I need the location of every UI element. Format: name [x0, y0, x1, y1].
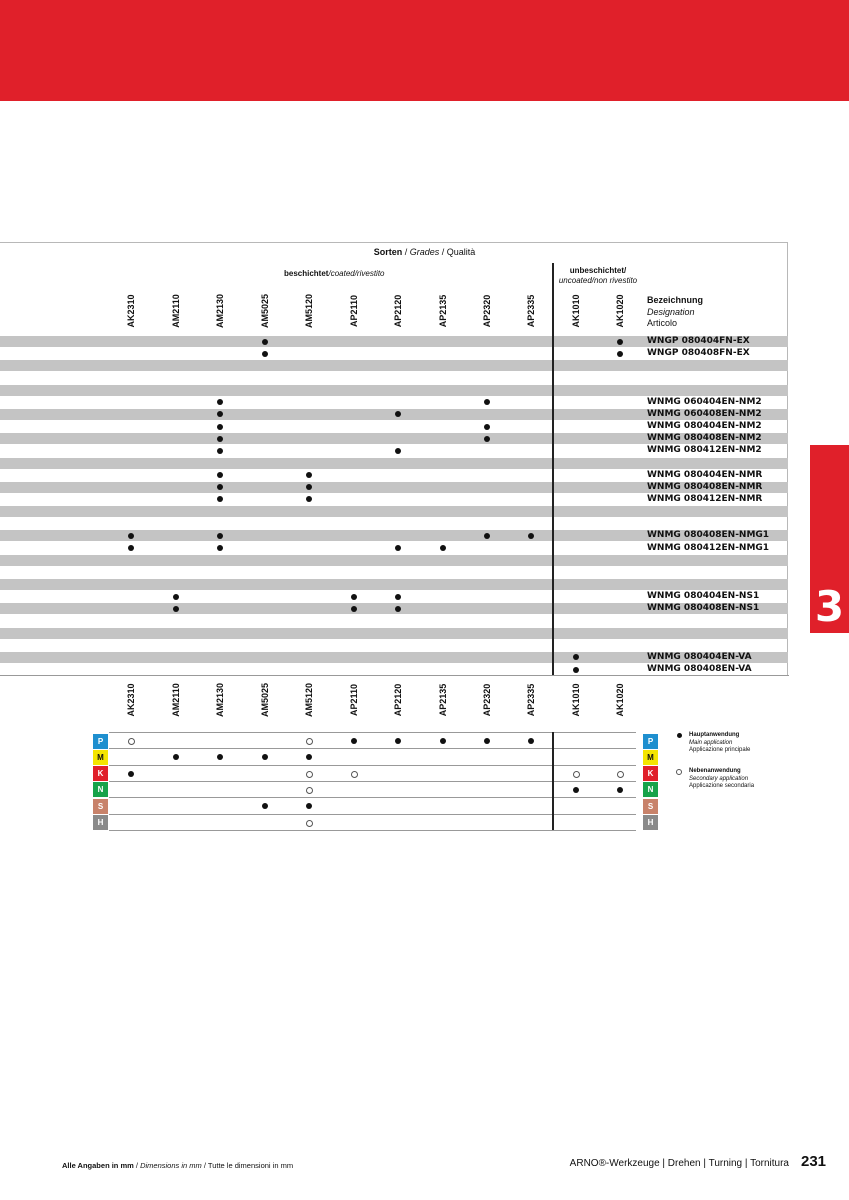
grade-header: AP2335 [526, 683, 536, 717]
uncoated-de: unbeschichtet/ [569, 266, 627, 275]
main-application-dot [217, 484, 223, 490]
main-application-dot [351, 606, 357, 612]
table-row [0, 664, 788, 675]
secondary-application-dot [617, 771, 624, 778]
table-row [0, 348, 788, 359]
main-application-dot [306, 496, 312, 502]
main-application-dot [128, 533, 134, 539]
iso-letter-left: K [93, 766, 108, 781]
iso-letter-right: K [643, 766, 658, 781]
main-application-dot [262, 803, 268, 809]
main-application-dot [217, 496, 223, 502]
table-row [0, 397, 788, 408]
coated-de: beschichtet [284, 269, 329, 278]
iso-letter-left: M [93, 750, 108, 765]
main-application-dot [306, 803, 312, 809]
main-application-dot [128, 771, 134, 777]
designation-en: Designation [647, 306, 695, 317]
iso-letter-right: S [643, 799, 658, 814]
article-designation: WNMG 080408EN-NM2 [647, 433, 762, 444]
table-row [0, 336, 788, 347]
main-application-dot [351, 594, 357, 600]
uncoated-heading [556, 266, 640, 286]
table-row [0, 506, 788, 517]
footer-en: Dimensions in mm [140, 1161, 202, 1170]
table-row [0, 470, 788, 481]
article-designation: WNMG 060408EN-NM2 [647, 408, 762, 419]
main-application-dot [217, 411, 223, 417]
article-designation: WNMG 080408EN-NMR [647, 481, 763, 492]
main-application-dot [217, 399, 223, 405]
iso-letter-right: H [643, 815, 658, 830]
footer-sep: / [133, 1161, 141, 1170]
main-application-dot [173, 594, 179, 600]
main-application-dot [617, 351, 623, 357]
secondary-application-dot [306, 738, 313, 745]
iso-row-rule [109, 732, 636, 733]
main-application-dot [395, 606, 401, 612]
main-application-dot [217, 448, 223, 454]
grade-header: AK1010 [571, 294, 581, 328]
table-row [0, 567, 788, 578]
main-application-dot [217, 424, 223, 430]
table-row [0, 591, 788, 602]
uncoated-rest: uncoated/non rivestito [558, 276, 638, 285]
table-row [0, 518, 788, 529]
grade-header: AP2120 [393, 294, 403, 328]
main-application-dot [528, 738, 534, 744]
iso-row-rule [109, 797, 636, 798]
iso-row-rule [109, 830, 636, 831]
legend-sec-it: Applicazione secondaria [689, 783, 755, 789]
table-row [0, 579, 788, 590]
grade-header: AP2110 [349, 294, 359, 328]
main-application-dot [395, 594, 401, 600]
grade-header: AP2335 [526, 294, 536, 328]
article-designation: WNMG 080412EN-NM2 [647, 445, 762, 456]
main-application-dot [573, 667, 579, 673]
grade-header: AM2130 [215, 293, 225, 329]
table-row [0, 652, 788, 663]
legend-main-de: Hauptanwendung [689, 732, 740, 738]
article-designation: WNMG 080412EN-NMG1 [647, 542, 770, 553]
main-application-dot [395, 545, 401, 551]
table-row [0, 482, 788, 493]
table-row [0, 640, 788, 651]
main-application-dot [484, 533, 490, 539]
grade-header: AM2110 [171, 294, 181, 328]
legend-main-en: Main application [689, 739, 733, 746]
table-row [0, 494, 788, 505]
coated-uncoated-divider [552, 263, 554, 675]
article-designation: WNGP 080404FN-EX [647, 336, 750, 346]
iso-row-rule [109, 765, 636, 766]
title-sep: / [402, 247, 410, 257]
coated-heading [284, 269, 385, 278]
article-designation: WNMG 080412EN-NMR [647, 493, 763, 504]
grade-header: AM2110 [171, 683, 181, 717]
secondary-application-dot [306, 771, 313, 778]
main-application-dot [617, 787, 623, 793]
article-designation: WNMG 080404EN-NM2 [647, 421, 762, 432]
main-application-dot [617, 339, 623, 345]
article-designation: WNMG 080408EN-NMG1 [647, 530, 770, 541]
table-row [0, 433, 788, 444]
iso-letter-left: H [93, 815, 108, 830]
iso-letter-right: P [643, 734, 658, 749]
grade-header: AK2310 [126, 683, 136, 717]
main-application-dot [262, 351, 268, 357]
main-application-dot [573, 787, 579, 793]
table-row [0, 372, 788, 383]
table-title [0, 247, 849, 257]
footer-units-note [62, 1161, 293, 1170]
iso-letter-right: N [643, 782, 658, 797]
grade-header: AK1010 [571, 683, 581, 717]
table-row [0, 421, 788, 432]
main-application-dot [217, 533, 223, 539]
iso-letter-left: S [93, 799, 108, 814]
header-bar [0, 0, 849, 101]
iso-row-rule [109, 748, 636, 749]
legend-main [676, 732, 750, 755]
table-row [0, 458, 788, 469]
footer-de: Alle Angaben in mm [62, 1161, 134, 1170]
table-row [0, 555, 788, 566]
table-row [0, 360, 788, 371]
grade-header: AM5120 [304, 293, 314, 329]
coated-rest: /coated/rivestito [328, 269, 385, 278]
main-application-dot [484, 399, 490, 405]
grade-header: AK1020 [615, 294, 625, 328]
table-row [0, 628, 788, 639]
title-en: Grades [409, 247, 440, 257]
main-application-dot [395, 411, 401, 417]
table-row [0, 603, 788, 614]
iso-row-rule [109, 814, 636, 815]
page-number: 231 [801, 1153, 827, 1170]
main-application-dot [262, 339, 268, 345]
open-dot-icon [676, 769, 682, 775]
legend-sec-de: Nebenanwendung [689, 768, 741, 774]
iso-letter-right: M [643, 750, 658, 765]
grade-header: AP2120 [393, 683, 403, 717]
main-application-dot [217, 436, 223, 442]
main-application-dot [173, 754, 179, 760]
grade-header: AM2130 [215, 682, 225, 718]
secondary-application-dot [128, 738, 135, 745]
main-application-dot [528, 533, 534, 539]
table-row [0, 615, 788, 626]
article-designation: WNMG 080408EN-NS1 [647, 603, 760, 614]
grade-header: AM5025 [260, 293, 270, 329]
grade-header: AP2110 [349, 683, 359, 717]
main-application-dot [128, 545, 134, 551]
main-application-dot [573, 654, 579, 660]
iso-letter-left: N [93, 782, 108, 797]
secondary-application-dot [306, 787, 313, 794]
main-application-dot [262, 754, 268, 760]
table-row [0, 543, 788, 554]
legend-secondary [676, 768, 754, 791]
grade-header: AP2320 [482, 294, 492, 328]
grade-header: AP2320 [482, 683, 492, 717]
table-row [0, 530, 788, 541]
designation-heading [647, 295, 703, 330]
legend-main-it: Applicazione principale [689, 747, 751, 753]
chapter-tab [810, 445, 849, 633]
main-application-dot [217, 472, 223, 478]
main-application-dot [395, 738, 401, 744]
main-application-dot [173, 606, 179, 612]
grade-header: AP2135 [438, 294, 448, 328]
iso-divider [552, 732, 554, 830]
main-application-dot [440, 738, 446, 744]
title-de: Sorten [373, 247, 403, 257]
main-application-dot [440, 545, 446, 551]
main-application-dot [306, 472, 312, 478]
article-designation: WNMG 080408EN-VA [647, 664, 752, 675]
designation-de: Bezeichnung [647, 295, 704, 305]
footer-sep: / [201, 1161, 208, 1170]
grade-header: AM5120 [304, 682, 314, 718]
iso-letter-left: P [93, 734, 108, 749]
main-application-dot [217, 545, 223, 551]
secondary-application-dot [351, 771, 358, 778]
main-application-dot [306, 754, 312, 760]
grade-header: AK1020 [615, 683, 625, 717]
legend-sec-en: Secondary application [689, 775, 749, 782]
article-designation: WNMG 080404EN-NS1 [647, 591, 760, 602]
iso-row-rule [109, 781, 636, 782]
article-designation: WNMG 080404EN-VA [647, 651, 752, 662]
main-application-dot [484, 424, 490, 430]
table-row [0, 409, 788, 420]
article-designation: WNMG 060404EN-NM2 [647, 396, 762, 407]
full-dot-icon [677, 733, 682, 738]
main-application-dot [484, 436, 490, 442]
grade-header: AP2135 [438, 683, 448, 717]
article-designation: WNGP 080408FN-EX [647, 348, 750, 359]
main-application-dot [351, 738, 357, 744]
footer-it: Tutte le dimensioni in mm [207, 1161, 294, 1170]
main-application-dot [217, 754, 223, 760]
title-it: Qualità [446, 247, 476, 257]
main-application-dot [484, 738, 490, 744]
secondary-application-dot [573, 771, 580, 778]
designation-it: Articolo [647, 318, 678, 328]
table-row [0, 385, 788, 396]
footer-section: ARNO®-Werkzeuge | Drehen | Turning | Tornitura [569, 1158, 789, 1169]
article-designation: WNMG 080404EN-NMR [647, 469, 763, 480]
main-application-dot [395, 448, 401, 454]
table-row [0, 445, 788, 456]
grade-header: AK2310 [126, 294, 136, 328]
grade-header: AM5025 [260, 682, 270, 718]
secondary-application-dot [306, 820, 313, 827]
main-application-dot [306, 484, 312, 490]
chapter-number: 3 [814, 582, 845, 631]
title-sep: / [439, 247, 447, 257]
